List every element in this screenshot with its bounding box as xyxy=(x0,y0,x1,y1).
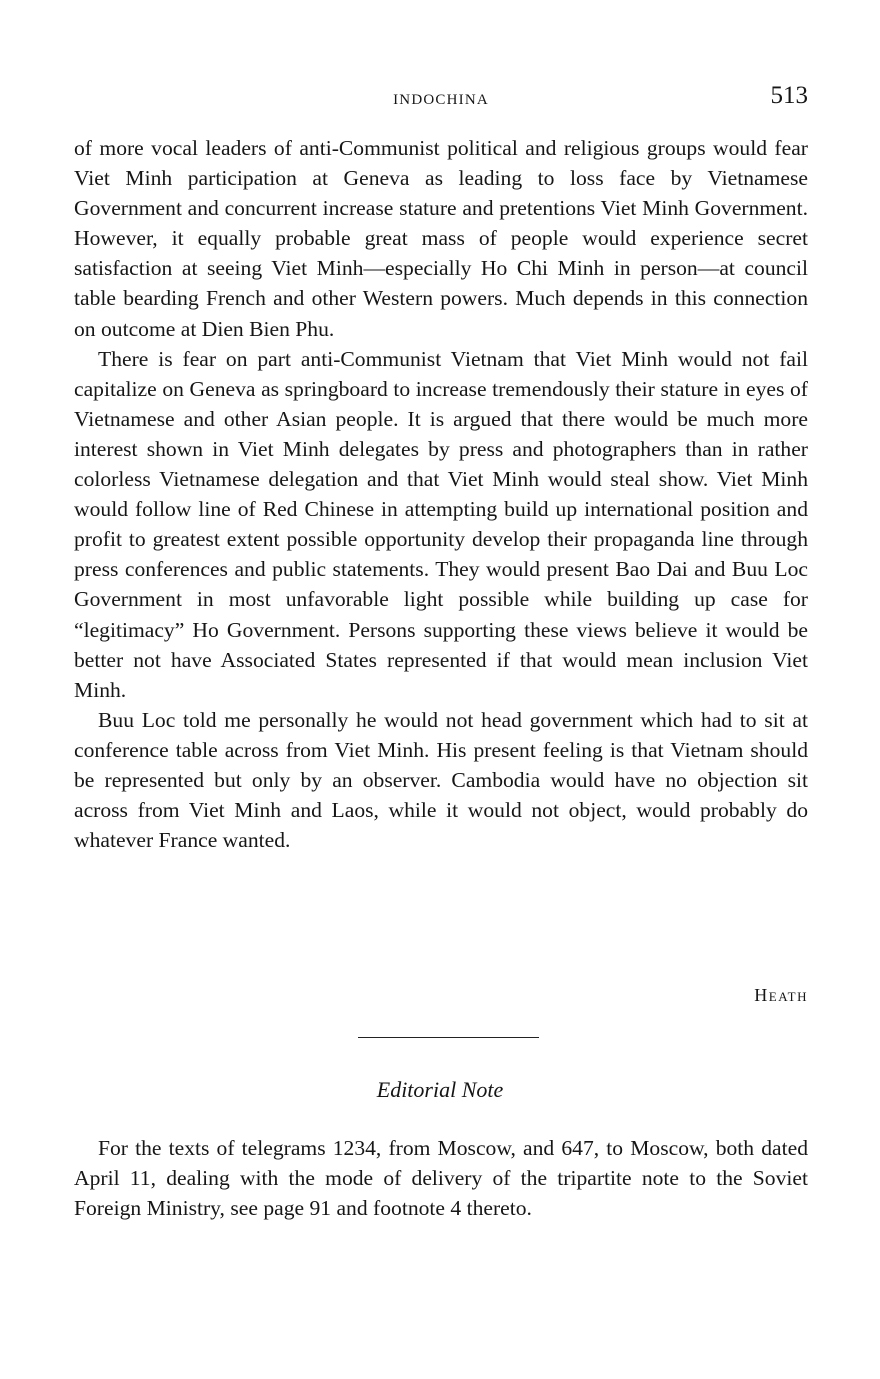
editorial-note xyxy=(74,1133,808,1223)
running-title: INDOCHINA xyxy=(393,92,489,108)
editorial-note-heading: Editorial Note xyxy=(376,1077,504,1102)
editorial-note-paragraph: For the texts of telegrams 1234, from Moscow, and 647, to Moscow, both dated April 11, dealing with the mode of delivery of the tripartite note to the Soviet Foreign Ministry, see page 91 and footnote 4 thereto. xyxy=(74,1136,808,1221)
running-head xyxy=(74,82,808,116)
section-divider xyxy=(358,1037,539,1038)
telegram-body xyxy=(74,133,808,855)
body-paragraph-3: Buu Loc told me personally he would not head government which had to sit at conference table across from Viet Minh. His present feeling is that Vietnam should be represented but only by an observer. Cambodia would have no objection sit across from Viet Minh and Laos, while it would not object, would probably do whatever France wanted. xyxy=(74,707,808,853)
body-paragraph-1: of more vocal leaders of anti-Communist political and religious groups would fear Viet Minh participation at Geneva as leading to loss face by Vietnamese Government and concurrent increase stature and pretentions Viet Minh Government. However, it equally probable great mass of people would experience secret satisfaction at seeing Viet Minh—especially Ho Chi Minh in person—at council table bearding French and other Western powers. Much depends in this connection on outcome at Dien Bien Phu. xyxy=(74,136,808,341)
page-number: 513 xyxy=(770,82,808,109)
body-paragraph-2: There is fear on part anti-Communist Vietnam that Viet Minh would not fail capitalize on Geneva as springboard to increase tremendously their stature in eyes of Vietnamese and other Asian people. It is argued that there would be much more interest shown in Viet Minh delegates by press and photographers than in rather colorless Vietnamese delegation and that Viet Minh would steal show. Viet Minh would follow line of Red Chinese in attempting build up international position and profit to greatest extent possible opportunity develop their propaganda line through press conferences and public statements. They would present Bao Dai and Buu Loc Government in most unfavorable light possible while building up case for “legitimacy” Ho Government. Persons supporting these views believe it would be better not have Associated States represented if that would mean inclusion Viet Minh. xyxy=(74,346,808,702)
signature: Heath xyxy=(754,985,808,1005)
